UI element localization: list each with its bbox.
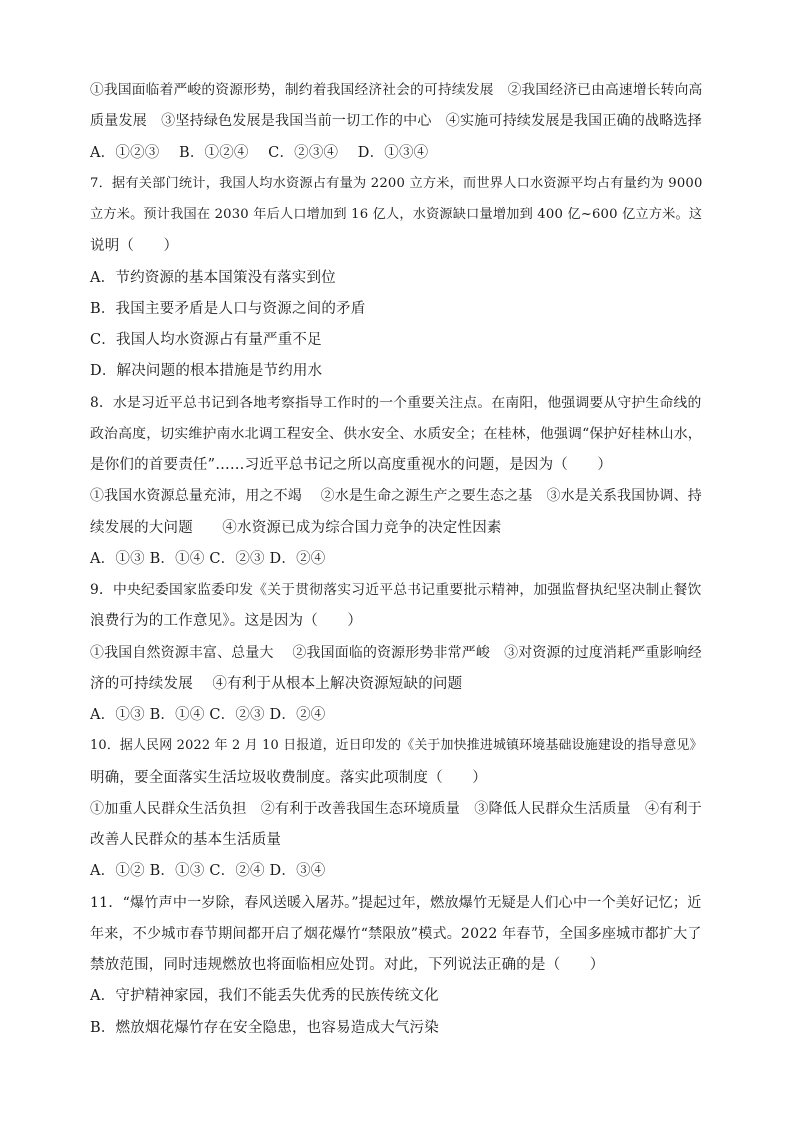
text-line: A．①③ B．①④ C．②③ D．②④ <box>90 551 326 567</box>
text-line: 年来，不少城市春节期间都开启了烟花爆竹“禁限放”模式。2022 年春节，全国多座城市都扩大了 <box>90 926 702 942</box>
text-line: ①加重人民群众生活负担 ②有利于改善我国生态环境质量 ③降低人民群众生活质量 ④有利于 <box>90 801 702 817</box>
text-line: 质量发展 ③坚持绿色发展是我国当前一切工作的中心 ④实施可持续发展是我国正确的战略选择 <box>90 113 702 129</box>
text-line: A．①③ B．①④ C．②③ D．②④ <box>90 707 326 723</box>
text-line: 说明（ ） <box>90 238 179 254</box>
text-line: D．解决问题的根本措施是节约用水 <box>90 363 323 379</box>
text-line: 10．据人民网 2022 年 2 月 10 日报道，近日印发的《关于加快推进城镇环境基础设施建设的指导意见》 <box>90 738 703 753</box>
text-line: 续发展的大问题 ④水资源已成为综合国力竞争的决定性因素 <box>90 520 502 536</box>
text-line: ①我国水资源总量充沛，用之不竭 ②水是生命之源生产之要生态之基 ③水是关系我国协调、持 <box>90 488 702 504</box>
text-line: A．①②③ B．①②④ C．②③④ D．①③④ <box>90 145 429 161</box>
text-line: ①我国面临着严峻的资源形势，制约着我国经济社会的可持续发展 ②我国经济已由高速增长转向高 <box>90 82 703 98</box>
text-line: 8．水是习近平总书记到各地考察指导工作时的一个重要关注点。在南阳，他强调要从守护生命线的 <box>90 395 702 411</box>
text-line: A．①② B．①③ C．②④ D．③④ <box>90 863 326 879</box>
text-line: C．我国人均水资源占有量严重不足 <box>90 332 322 348</box>
text-line: 是你们的首要责任”……习近平总书记之所以高度重视水的问题，是因为（ ） <box>90 457 613 473</box>
text-line: 浪费行为的工作意见》。这是因为（ ） <box>90 613 363 629</box>
text-line: 立方米。预计我国在 2030 年后人口增加到 16 亿人，水资源缺口量增加到 400 亿~600 亿立方米。这 <box>90 207 703 222</box>
text-line: 济的可持续发展 ④有利于从根本上解决资源短缺的问题 <box>90 676 463 692</box>
text-line: B．我国主要矛盾是人口与资源之间的矛盾 <box>90 301 366 317</box>
text-line: 改善人民群众的基本生活质量 <box>90 832 282 848</box>
text-line: ①我国自然资源丰富、总量大 ②我国面临的资源形势非常严峻 ③对资源的过度消耗严重影响经 <box>90 645 702 661</box>
text-line: 11．“爆竹声中一岁除，春风送暖入屠苏。”提起过年，燃放爆竹无疑是人们心中一个美好记忆；近 <box>90 895 702 911</box>
text-line: 明确，要全面落实生活垃圾收费制度。落实此项制度（ ） <box>90 770 487 786</box>
text-line: B．燃放烟花爆竹存在安全隐患，也容易造成大气污染 <box>90 1020 439 1036</box>
text-line: A．节约资源的基本国策没有落实到位 <box>90 270 336 286</box>
text-line: A．守护精神家园，我们不能丢失优秀的民族传统文化 <box>90 988 439 1004</box>
text-line: 政治高度，切实维护南水北调工程安全、供水安全、水质安全；在桂林，他强调“保护好桂林山水， <box>90 426 702 442</box>
text-line: 9．中央纪委国家监委印发《关于贯彻落实习近平总书记重要批示精神，加强监督执纪坚决制止餐饮 <box>90 582 702 598</box>
text-line: 7．据有关部门统计，我国人均水资源占有量为 2200 立方米，而世界人口水资源平均占有量约为 9000 <box>90 176 703 191</box>
text-line: 禁放范围，同时违规燃放也将面临相应处罚。对此，下列说法正确的是（ ） <box>90 957 605 973</box>
